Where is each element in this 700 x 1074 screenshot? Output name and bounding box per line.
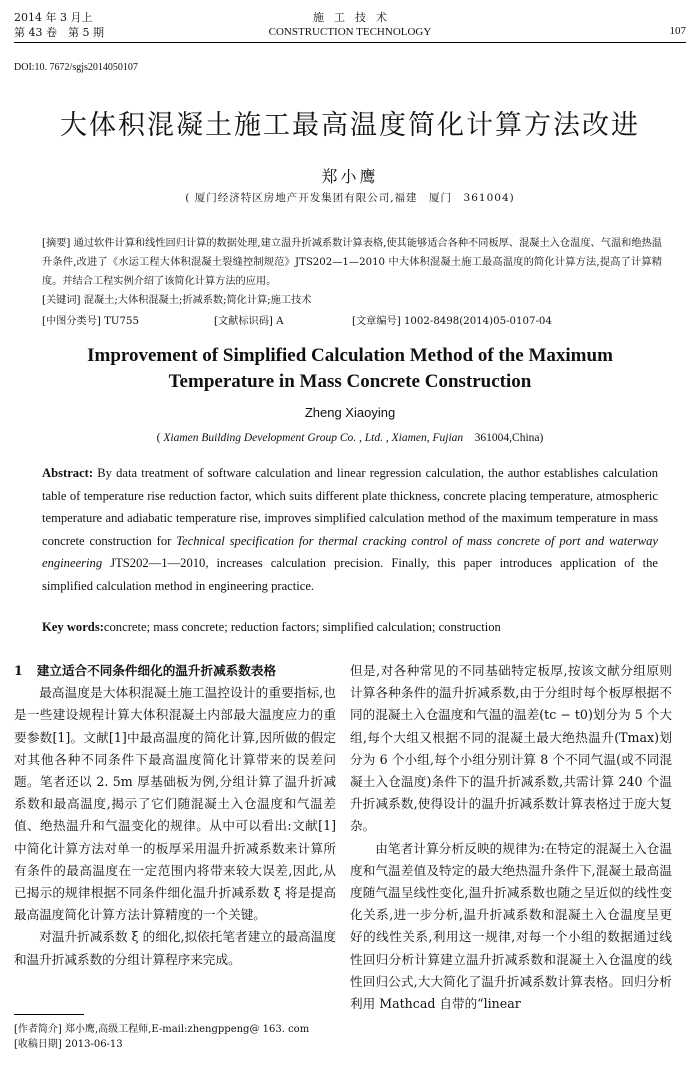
keywords-en: Key words:concrete; mass concrete; reduction factors; simplified calculation; construction (42, 620, 501, 634)
classification-row (42, 312, 662, 331)
title-en-line1: Improvement of Simplified Calculation Method of the Maximum (87, 345, 613, 366)
keywords-cn-text: 混凝土;大体积混凝土;折减系数;简化计算;施工技术 (83, 295, 312, 306)
running-header-journal (0, 10, 700, 40)
body-paragraph: 但是,对各种常见的不同基础特定板厚,按该文献分组原则计算各种条件的温升折减系数,由于分组时每个板厚根据不同的混凝土入仓温度和气温的温差(tc − t0)划分为 5 个大组,每个大组又根据不同的混凝土最大绝热温升(Tmax)划分为 6 个小组,每个小组分别计算 8 个不同气温(或不同混凝土入仓温度)条件下的温升折减系数,共需计算 240 个温升折减系数,使得设计的温升折减系数计算表格过于庞大复杂。 (350, 663, 672, 834)
abstract-en-label: Abstract (42, 466, 89, 480)
abstract-en-text1: By data treatment of software calculation and linear regression calculation, the author establishes calculation table of temperature rise reduction factor, which suits different plate thickness, concrete placing temperature, atmospheric temperature and adiabatic temperature rise, improves simplified calculation method of the maximum temperature in mass concrete construction for (42, 466, 658, 548)
article-number: [文章编号] 1002-8498(2014)05-0107-04 (352, 316, 552, 327)
author-en: Zheng Xiaoying (304, 405, 396, 420)
body-paragraph: 由笔者计算分析反映的规律为:在特定的混凝土入仓温度和气温差值及特定的最大绝热温升条件下,混凝土最高温度随气温呈线性变化,温升折减系数也随之呈近似的线性变化关系,进一步分析,温升折减系数和混凝土入仓温度呈更好的线性关系,利用这一规律,对每一个小组的数据通过线性回归分析计算建立温升折减系数和混凝土入仓温度的线性回归公式,大大简化了温升折减系数计算表格。回归分析利用 Mathcad 自带的“linear (350, 840, 672, 1012)
header-divider (14, 42, 686, 43)
affiliation-cn: ( 厦门经济特区房地产开发集团有限公司,福建 厦门 361004) (185, 192, 515, 204)
keywords-en-label: Key words (42, 620, 100, 634)
footnote-divider (14, 1014, 84, 1015)
journal-name-en: CONSTRUCTION TECHNOLOGY (268, 26, 432, 38)
abstract-cn-text: 通过软件计算和线性回归计算的数据处理,建立温升折减系数计算表格,使其能够适合各种不同板厚、混凝土入仓温度、气温和绝热温升条件,改进了《水运工程大体积混凝土裂缝控制规范》JTS202—1—2010 中大体积混凝土施工最高温度的简化计算方法,提高了计算精度。并结合工程实例介绍了该简化计算方法的应用。 (42, 238, 662, 287)
received-date: [收稿日期] 2013-06-13 (14, 1039, 123, 1050)
body-column-left (14, 660, 336, 971)
abstract-cn (42, 234, 662, 291)
issue-date: 2014 年 3 月上 (14, 11, 93, 24)
abstract-cn-label: [摘要] (42, 238, 71, 249)
affiliation-en: ( Xiamen Building Development Group Co. , Ltd. , Xiamen, Fujian 361004,China) (156, 432, 544, 444)
body-paragraph: 对温升折减系数 ξ 的细化,拟依托笔者建立的最高温度和温升折减系数的分组计算程序来完成。 (14, 929, 336, 967)
document-code: [文献标识码] A (214, 316, 284, 327)
section-heading: 1 建立适合不同条件细化的温升折减系数表格 (14, 663, 277, 678)
body-paragraph: 最高温度是大体积混凝土施工温控设计的重要指标,也是一些建设规程计算大体积混凝土内部最大温度应力的重要参数[1]。文献[1]中最高温度的简化计算,因所做的假定对其他各种不同条件下最高温度简化计算带来的误差问题。笔者还以 2. 5m 厚基础板为例,分组计算了温升折减系数和最高温度,揭示了它们随混凝土入仓温度和气温差值、绝热温升和气温变化的规律。从中可以看出:文献[1]中简化计算方法对单一的板厚采用温升折减系数来计算所有条件的最高温度在一定范围内将带来较大误差,因此,从已揭示的规律根据不同条件细化温升折减系数 ξ 将是提高最高温度简化计算方法计算精度的一个关键。 (14, 685, 336, 923)
journal-name-cn: 施工技术 (313, 11, 397, 24)
abstract-en-text2: JTS202—1—2010, increases calculation precision. Finally, this paper introduces application of the simplified calculation method in engineering practice. (42, 556, 658, 593)
keywords-cn (42, 291, 662, 310)
keywords-cn-label: [关键词] (42, 295, 81, 306)
body-column-right (350, 660, 672, 1015)
title-en-line2: Temperature in Mass Concrete Construction (168, 371, 532, 392)
keywords-en-text: concrete; mass concrete; reduction factors; simplified calculation; construction (103, 620, 501, 634)
doi: DOI:10. 7672/sgjs2014050107 (14, 62, 138, 73)
issue-volume: 第 43 卷 第 5 期 (14, 26, 104, 39)
clc-code: [中图分类号] TU755 (42, 316, 139, 327)
title-en (0, 343, 700, 395)
title-cn: 大体积混凝土施工最高温度简化计算方法改进 (60, 110, 640, 141)
author-cn: 郑小鹰 (321, 167, 379, 186)
footnote (14, 1022, 336, 1052)
affiliation-en-code: 361004,China (474, 432, 540, 444)
affiliation-en-org: Xiamen Building Development Group Co. , Ltd. , Xiamen, Fujian (163, 432, 464, 444)
abstract-en: Abstract: By data treatment of software calculation and linear regression calculation, the author establishes calculation table of temperature rise reduction factor, which suits different plate thickness, concrete placing temperature, atmospheric temperature and adiabatic temperature rise, improves simplified calculation method of the maximum temperature in mass concrete construction for Technical specification for thermal cracking control of mass concrete of port and waterway engineering JTS202—1—2010, increases calculation precision. Finally, this paper introduces application of the simplified calculation method in engineering practice. (42, 466, 659, 593)
abstract-en-spec-title: Technical specification for thermal cracking control of mass concrete of port and waterway engineering (42, 533, 659, 571)
author-bio: [作者简介] 郑小鹰,高级工程师,E-mail:zhengppeng@ 163. com (14, 1024, 310, 1035)
page-number: 107 (669, 25, 686, 37)
